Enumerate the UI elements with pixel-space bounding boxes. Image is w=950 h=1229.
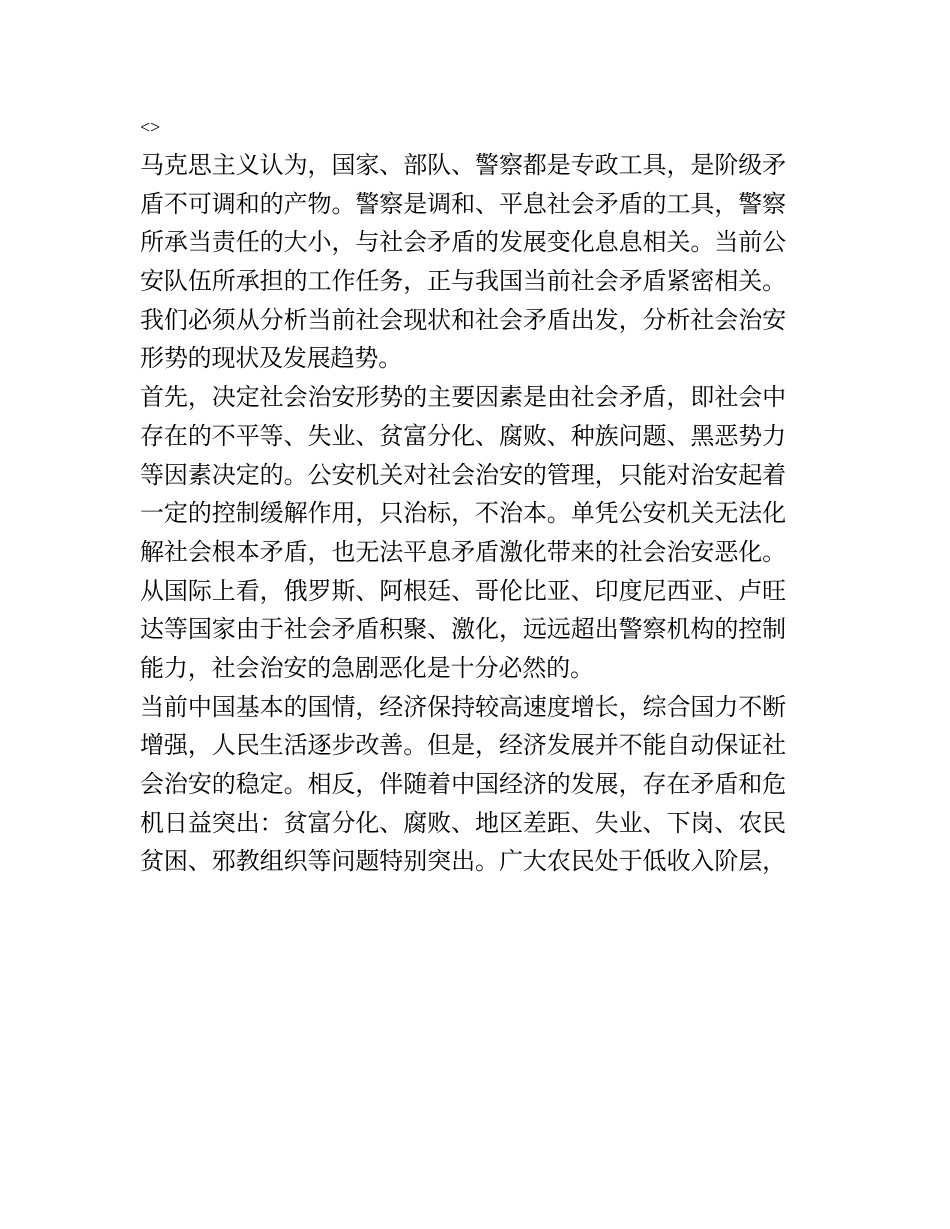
text-line: 达等国家由于社会矛盾积聚、激化，远远超出警察机构的控制 <box>140 615 787 644</box>
text-line: 当前中国基本的国情，经济保持较高速度增长，综合国力不断 <box>140 692 787 721</box>
text-line: 能力，社会治安的急剧恶化是十分必然的。 <box>140 653 594 682</box>
text-line: 解社会根本矛盾，也无法平息矛盾激化带来的社会治安恶化。 <box>140 537 787 566</box>
text-line: 首先，决定社会治安形势的主要因素是由社会矛盾，即社会中 <box>140 383 787 412</box>
text-line: 增强，人民生活逐步改善。但是，经济发展并不能自动保证社 <box>140 731 787 760</box>
paragraph-1 <box>140 146 814 378</box>
text-line: 所承当责任的大小，与社会矛盾的发展变化息息相关。当前公 <box>140 228 787 257</box>
text-line: 会治安的稳定。相反，伴随着中国经济的发展，存在矛盾和危 <box>140 770 787 798</box>
text-line: 从国际上看，俄罗斯、阿根廷、哥伦比亚、印度尼西亚、卢旺 <box>140 576 787 605</box>
document-body <box>140 108 814 881</box>
header-mark: <> <box>140 117 161 137</box>
text-line: 我们必须从分析当前社会现状和社会矛盾出发，分析社会治安 <box>140 305 787 334</box>
paragraph-2 <box>140 378 814 688</box>
text-line: 机日益突出：贫富分化、腐败、地区差距、失业、下岗、农民 <box>140 808 787 837</box>
text-line: 马克思主义认为，国家、部队、警察都是专政工具，是阶级矛 <box>140 151 787 179</box>
text-line: 等因素决定的。公安机关对社会治安的管理，只能对治安起着 <box>140 460 787 489</box>
text-line: 一定的控制缓解作用，只治标，不治本。单凭公安机关无法化 <box>140 499 787 528</box>
text-line: 贫困、邪教组织等问题特别突出。广大农民处于低收入阶层， <box>140 847 787 876</box>
text-line: 盾不可调和的产物。警察是调和、平息社会矛盾的工具，警察 <box>140 189 787 218</box>
text-line: 安队伍所承担的工作任务，正与我国当前社会矛盾紧密相关。 <box>140 267 787 296</box>
text-line: 存在的不平等、失业、贫富分化、腐败、种族问题、黑恶势力 <box>140 421 787 450</box>
paragraph-3 <box>140 688 814 881</box>
text-line: 形势的现状及发展趋势。 <box>140 344 403 373</box>
